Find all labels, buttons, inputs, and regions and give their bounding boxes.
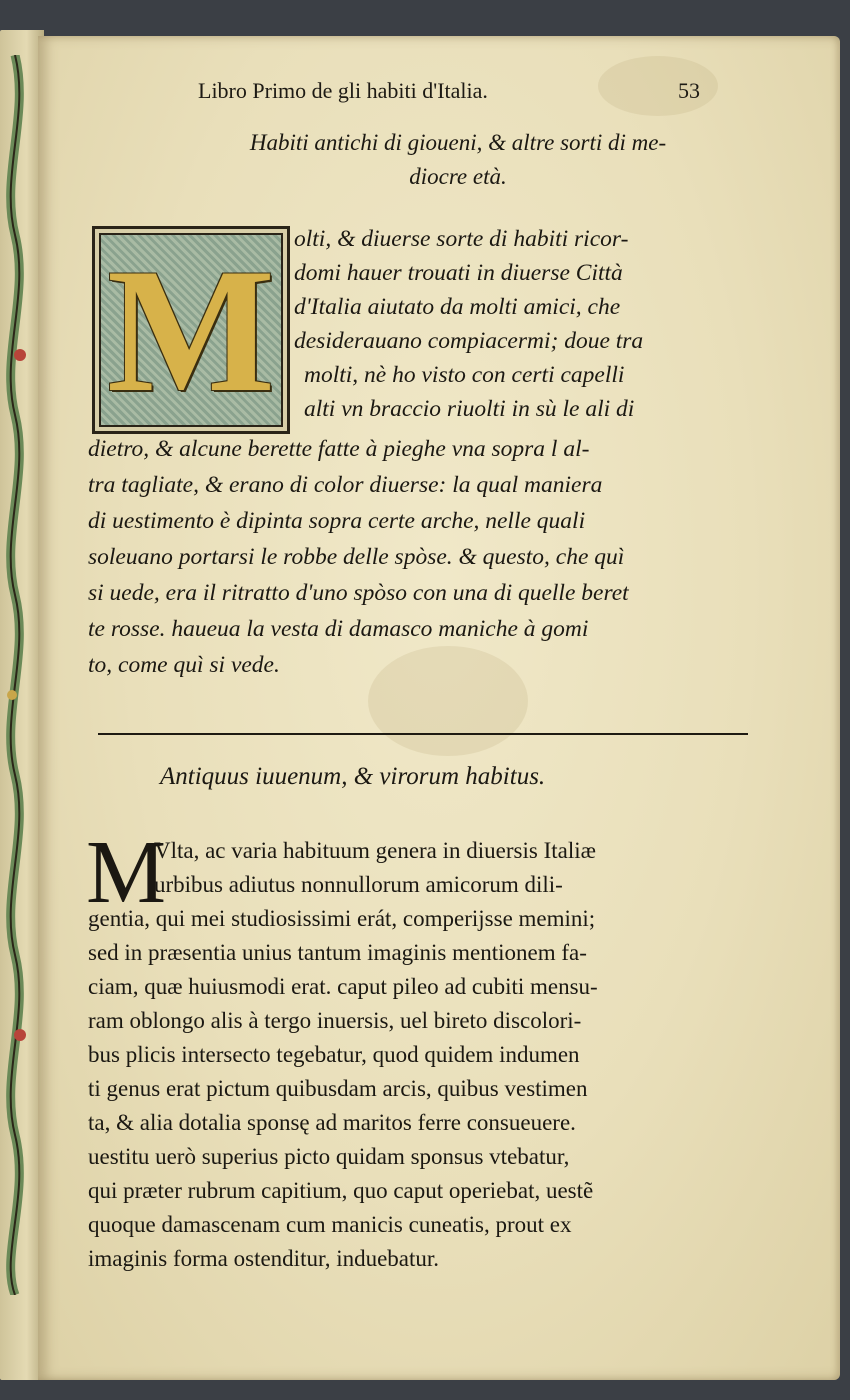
floral-border-ornament [0,55,30,1295]
latin-text-line: ta, & alia dotalia sponsę ad maritos ferre consueuere. [88,1110,576,1135]
book-page [38,36,840,1380]
latin-initial-letter: M [86,823,167,922]
italian-text-line: desiderauano compiacermi; doue tra [294,328,644,354]
latin-text-line: qui præter rubrum capitium, quo caput operiebat, uestẽ [88,1178,594,1203]
latin-text-line: ram oblongo alis à tergo inuersis, uel bireto discolori- [88,1008,582,1033]
latin-text-line: quoque damascenam cum manicis cuneatis, prout ex [88,1212,572,1237]
italian-text-line: to, come quì si vede. [88,652,280,678]
latin-text-line: gentia, qui mei studiosissimi erát, comperijsse memini; [88,906,596,931]
italian-text-line: si uede, era il ritratto d'uno spòso con una di quelle beret [88,580,629,606]
section-divider [98,733,748,735]
initial-letter: M [106,231,275,429]
running-title: Libro Primo de gli habiti d'Italia. [198,78,488,103]
latin-text-line: ti genus erat pictum quibusdam arcis, quibus vestimen [88,1076,588,1101]
italian-text-line: te rosse. haueua la vesta di damasco maniche à gomi [88,616,589,642]
italian-text-line: alti vn braccio riuolti in sù le ali di [304,396,635,422]
italian-text-line: tra tagliate, & erano di color diuerse: la qual maniera [88,472,603,498]
italian-text-line: molti, nè ho visto con certi capelli [304,362,625,388]
latin-text-line: sed in præsentia unius tantum imaginis mentionem fa- [88,940,587,965]
italian-section-title [98,126,818,194]
latin-section-title: Antiquus iuuenum, & virorum habitus. [160,763,546,790]
italian-text-line: d'Italia aiutato da molti amici, che [294,294,621,320]
latin-text-line: imaginis forma ostenditur, induebatur. [88,1246,440,1271]
latin-text-line: urbibus adiutus nonnullorum amicorum dili- [154,872,563,897]
title-line: diocre età. [409,164,507,189]
latin-text-line: ciam, quæ huiusmodi erat. caput pileo ad cubiti mensu- [88,974,598,999]
latin-text-line: bus plicis intersecto tegebatur, quod quidem indumen [88,1042,580,1067]
italian-text-line: domi hauer trouati in diuerse Città [294,260,623,286]
decorated-initial [92,226,290,434]
title-line: Habiti antichi di gioueni, & altre sorti di me- [249,130,667,155]
page-number: 53 [678,78,700,103]
paper-stain [368,646,528,756]
italian-text-line: soleuano portarsi le robbe delle spòse. & questo, che quì [88,544,625,570]
latin-text-line: uestitu uerò superius picto quidam sponsus vtebatur, [88,1144,570,1169]
italian-text-line: di uestimento è dipinta sopra certe arche, nelle quali [88,508,586,534]
italian-text-line: olti, & diuerse sorte di habiti ricor- [294,226,629,252]
latin-text-line: Vlta, ac varia habituum genera in diuersis Italiæ [154,838,596,863]
italian-text-line: dietro, & alcune berette fatte à pieghe vna sopra l al- [88,436,590,462]
